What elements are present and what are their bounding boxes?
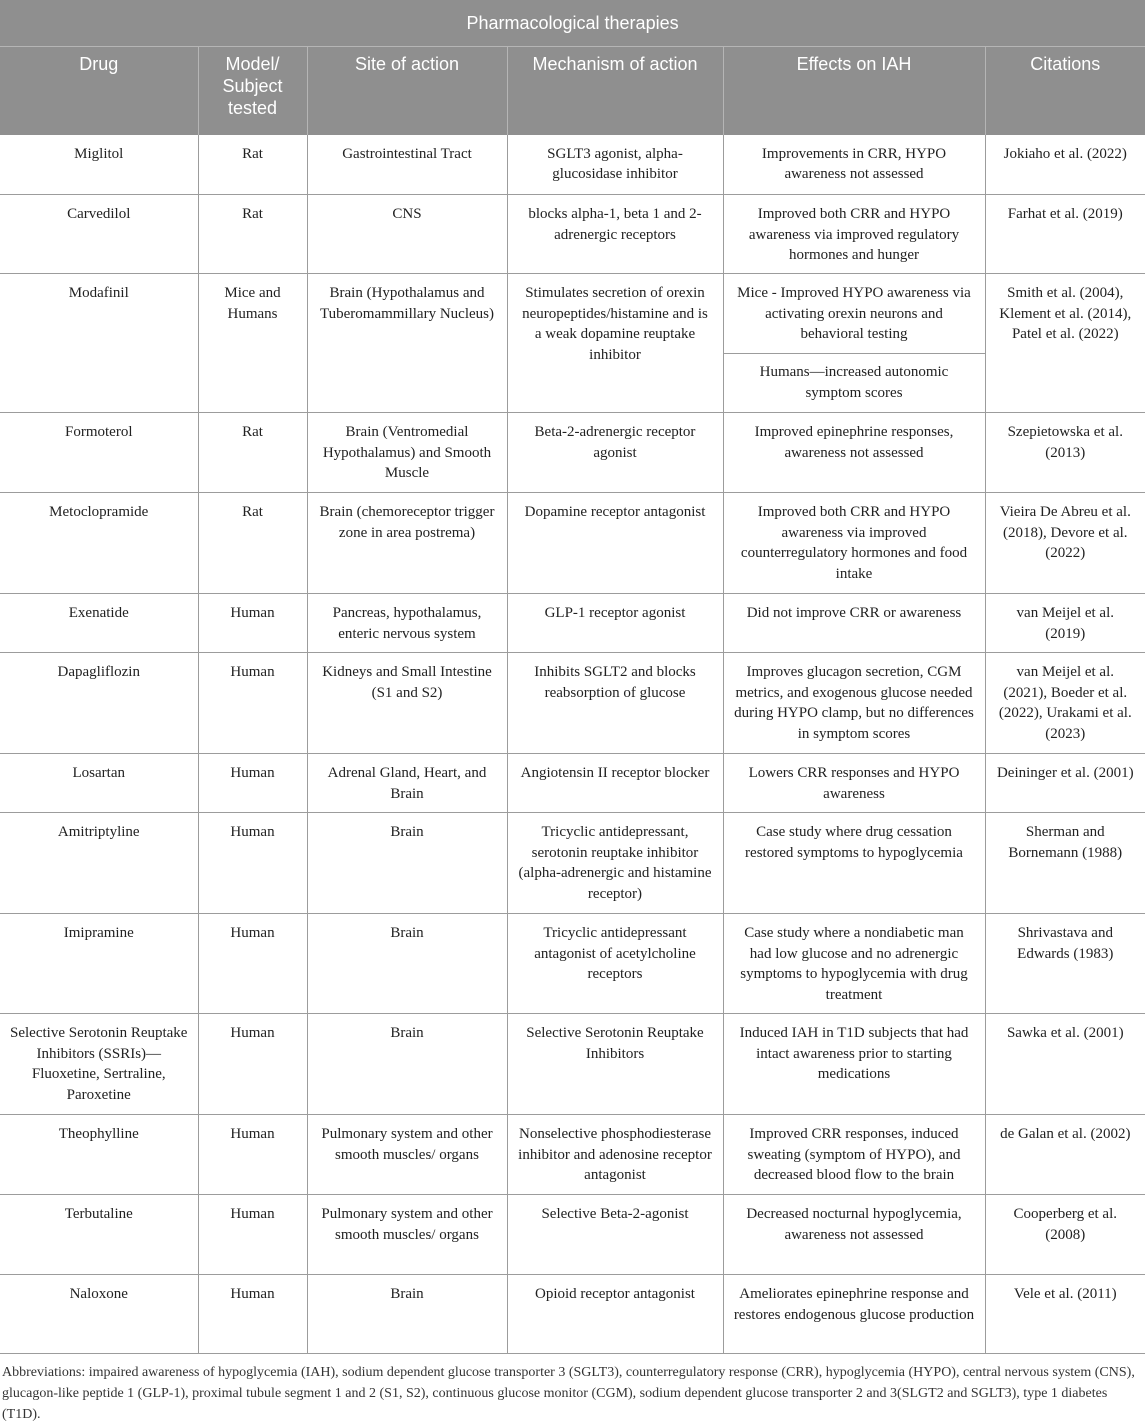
cell-model: Human [198, 813, 307, 914]
table-row [0, 914, 1145, 1014]
table-row [0, 493, 1145, 594]
cell-drug: Modafinil [0, 274, 198, 413]
cell-site: Pancreas, hypothalamus, enteric nervous system [307, 594, 507, 653]
cell-citations: Jokiaho et al. (2022) [985, 135, 1145, 195]
effects-mice: Mice - Improved HYPO awareness via activating orexin neurons and behavioral testing [724, 274, 985, 354]
cell-mechanism: Selective Serotonin Reuptake Inhibitors [507, 1014, 723, 1115]
cell-effects: Case study where drug cessation restored symptoms to hypoglycemia [723, 813, 985, 914]
cell-drug: Amitriptyline [0, 813, 198, 914]
table-row [0, 274, 1145, 413]
table-row [0, 653, 1145, 754]
cell-model: Mice and Humans [198, 274, 307, 413]
cell-mechanism: Tricyclic antidepressant antagonist of acetylcholine receptors [507, 914, 723, 1014]
cell-mechanism: Opioid receptor antagonist [507, 1275, 723, 1354]
cell-mechanism: Tricyclic antidepressant, serotonin reuptake inhibitor (alpha-adrenergic and histamine receptor) [507, 813, 723, 914]
cell-mechanism: Selective Beta-2-agonist [507, 1195, 723, 1275]
table-row [0, 195, 1145, 274]
cell-model: Rat [198, 135, 307, 195]
cell-site: Gastrointestinal Tract [307, 135, 507, 195]
table-row [0, 1195, 1145, 1275]
cell-model: Human [198, 653, 307, 754]
cell-drug: Exenatide [0, 594, 198, 653]
cell-drug: Miglitol [0, 135, 198, 195]
cell-site: Pulmonary system and other smooth muscles/ organs [307, 1195, 507, 1275]
cell-effects: Decreased nocturnal hypoglycemia, awareness not assessed [723, 1195, 985, 1275]
cell-site: Brain [307, 813, 507, 914]
cell-mechanism: Nonselective phosphodiesterase inhibitor and adenosine receptor antagonist [507, 1115, 723, 1195]
effects-humans: Humans—increased autonomic symptom scores [759, 364, 949, 401]
cell-mechanism: Stimulates secretion of orexin neuropeptides/histamine and is a weak dopamine reuptake inhibitor [507, 274, 723, 413]
table-row [0, 594, 1145, 653]
cell-mechanism: Dopamine receptor antagonist [507, 493, 723, 594]
cell-effects: Improved epinephrine responses, awareness not assessed [723, 413, 985, 493]
table-title: Pharmacological therapies [0, 0, 1145, 47]
cell-site: Brain [307, 914, 507, 1014]
cell-citations: Szepietowska et al. (2013) [985, 413, 1145, 493]
cell-citations: Vieira De Abreu et al. (2018), Devore et al. (2022) [985, 493, 1145, 594]
cell-effects: Ameliorates epinephrine response and restores endogenous glucose production [723, 1275, 985, 1354]
cell-effects: Did not improve CRR or awareness [723, 594, 985, 653]
cell-effects: Improved CRR responses, induced sweating (symptom of HYPO), and decreased blood flow to the brain [723, 1115, 985, 1195]
cell-citations: Shrivastava and Edwards (1983) [985, 914, 1145, 1014]
cell-site: CNS [307, 195, 507, 274]
cell-citations: van Meijel et al. (2019) [985, 594, 1145, 653]
cell-drug: Theophylline [0, 1115, 198, 1195]
cell-citations: van Meijel et al. (2021), Boeder et al. (2022), Urakami et al. (2023) [985, 653, 1145, 754]
table-row [0, 1014, 1145, 1115]
cell-drug: Imipramine [0, 914, 198, 1014]
cell-drug: Carvedilol [0, 195, 198, 274]
cell-citations: Smith et al. (2004), Klement et al. (2014), Patel et al. (2022) [985, 274, 1145, 413]
header-drug: Drug [0, 47, 198, 135]
table-row [0, 813, 1145, 914]
cell-citations: Sherman and Bornemann (1988) [985, 813, 1145, 914]
cell-mechanism: blocks alpha-1, beta 1 and 2-adrenergic receptors [507, 195, 723, 274]
cell-drug: Metoclopramide [0, 493, 198, 594]
cell-site: Pulmonary system and other smooth muscles/ organs [307, 1115, 507, 1195]
cell-model: Human [198, 1115, 307, 1195]
cell-citations: Cooperberg et al. (2008) [985, 1195, 1145, 1275]
cell-drug: Formoterol [0, 413, 198, 493]
cell-citations: Sawka et al. (2001) [985, 1014, 1145, 1115]
cell-model: Human [198, 594, 307, 653]
cell-site: Kidneys and Small Intestine (S1 and S2) [307, 653, 507, 754]
cell-drug: Dapagliflozin [0, 653, 198, 754]
table-row [0, 135, 1145, 195]
cell-drug: Losartan [0, 754, 198, 813]
cell-site: Brain (Ventromedial Hypothalamus) and Smooth Muscle [307, 413, 507, 493]
cell-model: Human [198, 754, 307, 813]
cell-effects: Lowers CRR responses and HYPO awareness [723, 754, 985, 813]
cell-mechanism: Inhibits SGLT2 and blocks reabsorption of glucose [507, 653, 723, 754]
cell-model: Human [198, 1275, 307, 1354]
table-row [0, 413, 1145, 493]
cell-site: Brain (chemoreceptor trigger zone in area postrema) [307, 493, 507, 594]
cell-effects: Induced IAH in T1D subjects that had intact awareness prior to starting medications [723, 1014, 985, 1115]
table-footnote: Abbreviations: impaired awareness of hypoglycemia (IAH), sodium dependent glucose transporter 3 (SGLT3), counterregulatory response (CRR), hypoglycemia (HYPO), central nervous system (CNS), glucagon-like peptide 1 (GLP-1), proximal tubule segment 1 and 2 (S1, S2), continuous glucose monitor (CGM), sodium dependent glucose transporter 2 and 3(SLGT2 and SGLT3), type 1 diabetes (T1D). [2, 1365, 1135, 1422]
cell-site: Brain [307, 1275, 507, 1354]
header-site: Site of action [307, 47, 507, 135]
cell-citations: de Galan et al. (2002) [985, 1115, 1145, 1195]
cell-effects: Improved both CRR and HYPO awareness via improved counterregulatory hormones and food intake [723, 493, 985, 594]
cell-citations: Farhat et al. (2019) [985, 195, 1145, 274]
cell-model: Human [198, 914, 307, 1014]
cell-drug: Terbutaline [0, 1195, 198, 1275]
cell-site: Brain [307, 1014, 507, 1115]
cell-model: Rat [198, 413, 307, 493]
cell-model: Rat [198, 493, 307, 594]
header-effects: Effects on IAH [723, 47, 985, 135]
cell-mechanism: Angiotensin II receptor blocker [507, 754, 723, 813]
cell-citations: Deininger et al. (2001) [985, 754, 1145, 813]
cell-effects: Improves glucagon secretion, CGM metrics, and exogenous glucose needed during HYPO clamp, but no differences in symptom scores [723, 653, 985, 754]
cell-effects: Improvements in CRR, HYPO awareness not assessed [723, 135, 985, 195]
cell-effects [723, 274, 985, 413]
header-mechanism: Mechanism of action [507, 47, 723, 135]
cell-mechanism: Beta-2-adrenergic receptor agonist [507, 413, 723, 493]
table-row [0, 1115, 1145, 1195]
cell-effects: Improved both CRR and HYPO awareness via improved regulatory hormones and hunger [723, 195, 985, 274]
cell-model: Human [198, 1014, 307, 1115]
header-citations: Citations [985, 47, 1145, 135]
cell-site: Adrenal Gland, Heart, and Brain [307, 754, 507, 813]
table-row [0, 1275, 1145, 1354]
cell-drug: Naloxone [0, 1275, 198, 1354]
cell-effects: Case study where a nondiabetic man had low glucose and no adrenergic symptoms to hypoglycemia with drug treatment [723, 914, 985, 1014]
cell-citations: Vele et al. (2011) [985, 1275, 1145, 1354]
table-row [0, 754, 1145, 813]
cell-mechanism: GLP-1 receptor agonist [507, 594, 723, 653]
cell-model: Human [198, 1195, 307, 1275]
header-model: Model/ Subject tested [198, 47, 307, 135]
cell-model: Rat [198, 195, 307, 274]
cell-mechanism: SGLT3 agonist, alpha-glucosidase inhibitor [507, 135, 723, 195]
cell-drug: Selective Serotonin Reuptake Inhibitors (SSRIs)—Fluoxetine, Sertraline, Paroxetine [0, 1014, 198, 1115]
cell-site: Brain (Hypothalamus and Tuberomammillary Nucleus) [307, 274, 507, 413]
